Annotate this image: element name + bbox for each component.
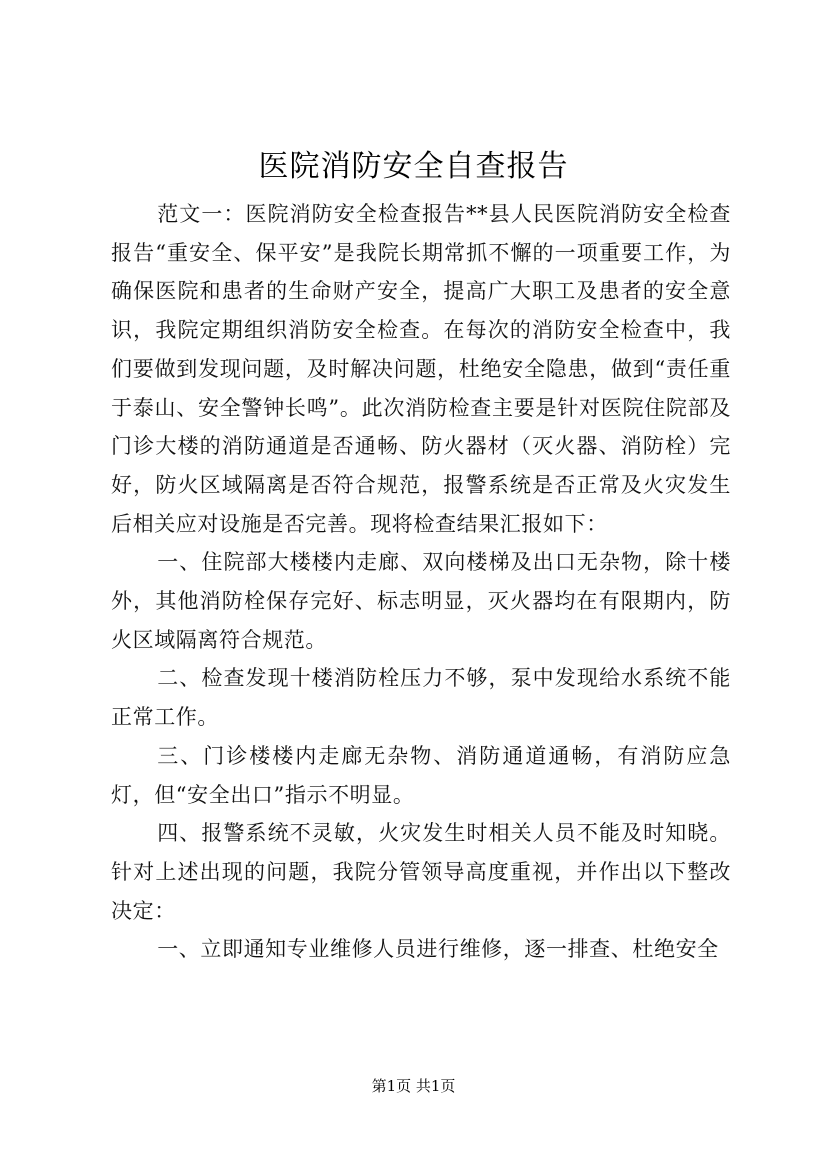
document-body bbox=[111, 195, 731, 969]
page-number-footer: 第1页 共1页 bbox=[371, 1077, 456, 1095]
paragraph-intro: 范文一：医院消防安全检查报告**县人民医院消防安全检查报告“重安全、保平安”是我院长期常抓不懈的一项重要工作，为确保医院和患者的生命财产安全，提高广大职工及患者的安全意识，我院定期组织消防安全检查。在每次的消防安全检查中，我们要做到发现问题，及时解决问题，杜绝安全隐患，做到“责任重于泰山、安全警钟长鸣”。此次消防检查主要是针对医院住院部及门诊大楼的消防通道是否通畅、防火器材（灭火器、消防栓）完好，防火区域隔离是否符合规范，报警系统是否正常及火灾发生后相关应对设施是否完善。现将检查结果汇报如下： bbox=[111, 202, 731, 536]
paragraph-finding-3: 三、门诊楼楼内走廊无杂物、消防通道通畅，有消防应急灯，但“安全出口”指示不明显。 bbox=[111, 743, 731, 807]
document-title: 医院消防安全自查报告 bbox=[258, 149, 569, 184]
paragraph-finding-4: 四、报警系统不灵敏，火灾发生时相关人员不能及时知晓。针对上述出现的问题，我院分管领导高度重视，并作出以下整改决定： bbox=[111, 821, 731, 923]
paragraph-finding-2: 二、检查发现十楼消防栓压力不够，泵中发现给水系统不能正常工作。 bbox=[111, 666, 731, 730]
paragraph-finding-1: 一、住院部大楼楼内走廊、双向楼梯及出口无杂物，除十楼外，其他消防栓保存完好、标志明显，灭火器均在有限期内，防火区域隔离符合规范。 bbox=[111, 550, 731, 652]
paragraph-remedy-1: 一、立即通知专业维修人员进行维修，逐一排查、杜绝安全 bbox=[157, 937, 719, 962]
